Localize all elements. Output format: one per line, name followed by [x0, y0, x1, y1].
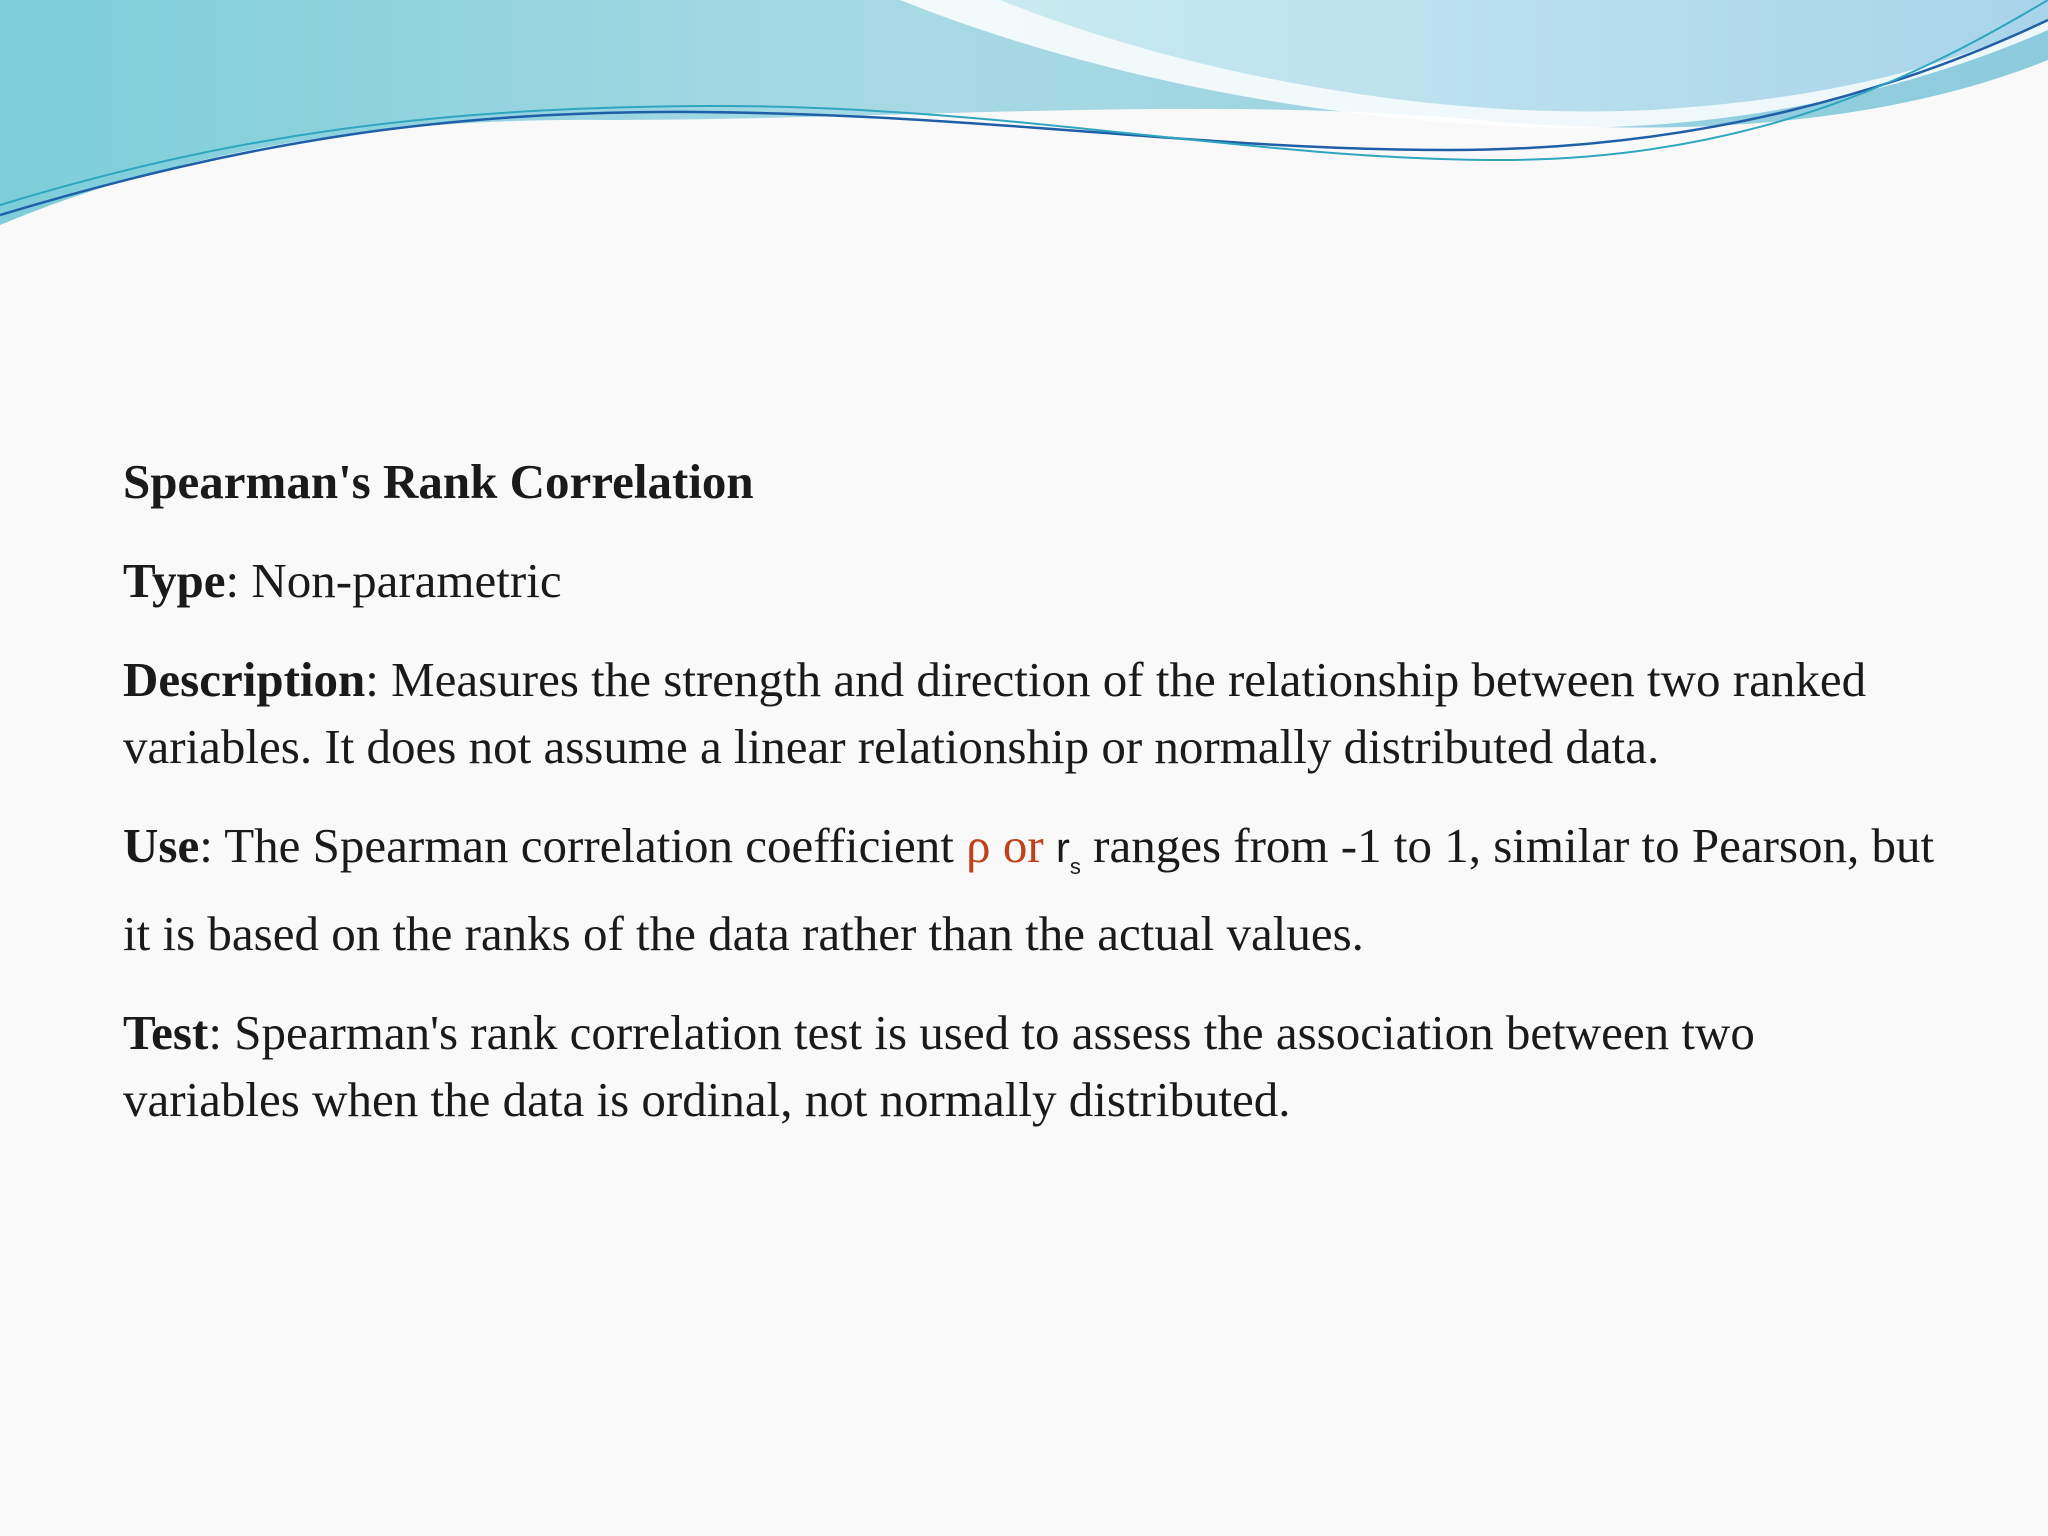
- use-text-after: ranges from -1 to 1, similar to Pearson, but it is based on the ranks of the data rather than the actual values.: [123, 818, 1935, 961]
- slide-heading: [123, 448, 1943, 515]
- type-paragraph: [123, 547, 1943, 614]
- slide-heading-text: Spearman's Rank Correlation: [123, 454, 754, 509]
- description-label: Description: [123, 652, 366, 707]
- r-symbol: r: [1055, 824, 1070, 871]
- slide-body: [123, 448, 1943, 1165]
- type-label: Type: [123, 553, 226, 608]
- test-text: : Spearman's rank correlation test is used to assess the association between two variables when the data is ordinal, not normally distributed.: [123, 1005, 1755, 1127]
- header-wave-decoration: [0, 0, 2048, 240]
- use-paragraph: [123, 812, 1943, 967]
- r-subscript: s: [1069, 854, 1081, 879]
- test-paragraph: [123, 999, 1943, 1133]
- type-text: : Non-parametric: [225, 553, 562, 608]
- description-paragraph: [123, 646, 1943, 780]
- use-text-before: : The Spearman correlation coefficient: [199, 818, 967, 873]
- use-label: Use: [123, 818, 200, 873]
- test-label: Test: [123, 1005, 209, 1060]
- rho-symbol: ρ or: [966, 818, 1056, 873]
- description-text: : Measures the strength and direction of the relationship between two ranked variables. It does not assume a linear relationship or normally distributed data.: [123, 652, 1867, 774]
